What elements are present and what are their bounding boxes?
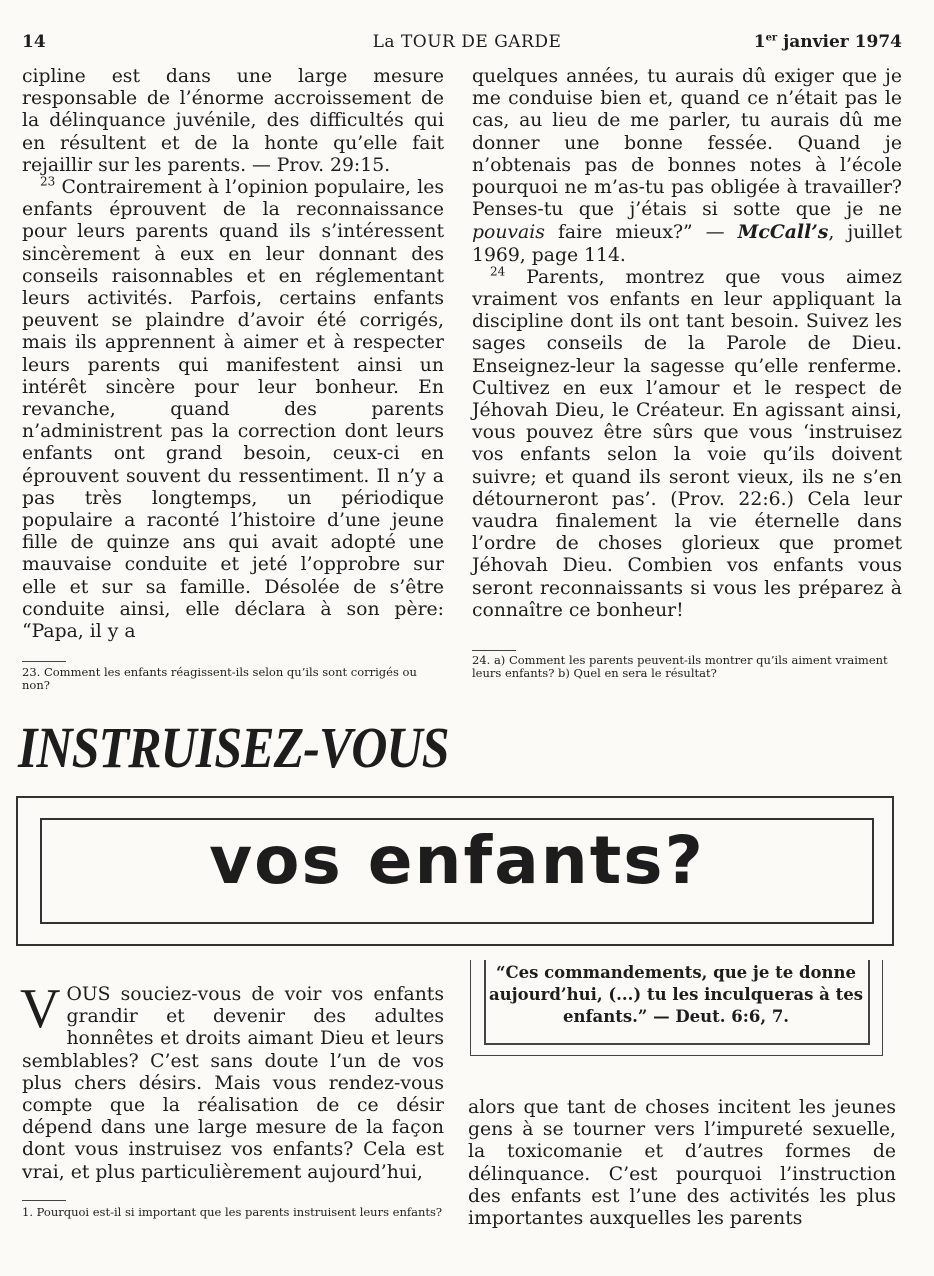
page-number: 14 <box>22 32 46 52</box>
footnote-rule <box>22 661 66 662</box>
article-title: INSTRUISEZ-VOUS <box>18 715 449 780</box>
paragraph-number: 24 <box>490 264 506 279</box>
column-right <box>472 66 902 622</box>
article-continuation: alors que tant de choses incitent les jeunes gens à se tourner vers l’impureté sexuelle, la toxicomanie et d’autres formes de délinquance. C’est pourquoi l’instruction des enfants est l’une des activités les plus importantes auxquelles les parents <box>468 1097 896 1230</box>
footnote-24: 24. a) Comment les parents peuvent-ils montrer qu’ils aiment vraiment leurs enfants? b) Quel en sera le résultat? <box>472 653 888 680</box>
scripture-quote: “Ces commandements, que je te donne aujourd’hui, (...) tu les inculqueras à tes enfants.” — Deut. 6:6, 7. <box>488 963 863 1026</box>
issue-date: 1er janvier 1974 <box>753 32 902 52</box>
paragraph-22-end: cipline est dans une large mesure responsable de l’énorme accroissement de la délinquance juvénile, des difficultés qui en résultent et de la honte qu’elle fait rejaillir sur les parents. — Prov. 29:15. <box>22 66 444 176</box>
drop-cap: V <box>20 978 61 1040</box>
quote-rule-left-outer <box>470 960 471 1056</box>
footnote-rule <box>22 1200 66 1201</box>
article-subtitle: vos enfants? <box>209 822 705 899</box>
quote-rule-bottom-inner <box>484 1043 870 1045</box>
footnote-23: 23. Comment les enfants réagissent-ils selon qu’ils sont corrigés ou non? <box>22 665 417 692</box>
paragraph-24: $^{24}$ Parents, montrez que vous aimez vraiment vos enfants en leur appliquant la discipline dont ils ont tant besoin. Suivez les sages conseils de la Parole de Dieu. Enseignez-leur la sagesse qu’elle renferme. Cultivez en eux l’amour et le respect de Jéhovah Dieu, le Créateur. En agissant ainsi, vous pouvez être sûrs que vous ‘instruisez vos enfants selon la voie qu’ils doivent suivre; et quand ils seront vieux, ils ne s’en détourneront pas’. (Prov. 22:6.) Cela leur vaudra finalement la vie éternelle dans l’ordre de choses glorieux que promet Jéhovah Dieu. Combien vos enfants vous seront reconnaissants si vous les préparez à connaître ce bonheur! <box>472 264 902 621</box>
column-left <box>22 66 444 643</box>
quote-rule-right-outer <box>882 960 883 1056</box>
paragraph-23-end: quelques années, tu aurais dû exiger que je me conduise bien et, quand ce n’était pas le cas, au lieu de me parler, tu aurais dû me donner une bonne fessée. Quand je n’obtenais pas de bonnes notes à l’école pourquoi ne m’as-tu pas obligée à travailler? Penses-tu que j’étais si sotte que je ne pouvais faire mieux?” — McCall’s, juillet 1969, page 114. <box>472 66 902 266</box>
quote-rule-right-inner <box>868 960 870 1044</box>
footnote-1: 1. Pourquoi est-il si important que les parents instruisent leurs enfants? <box>22 1205 443 1219</box>
article-intro: VOUS souciez-vous de voir vos enfants grandir et devenir des adultes honnêtes et droits aimant Dieu et leurs semblables? C’est sans doute l’un de vos plus chers désirs. Mais vous rendez-vous compte que la réalisation de ce désir dépend dans une large mesure de la façon dont vous instruisez vos enfants? Cela est vrai, et plus particulièrement aujourd’hui, <box>20 978 444 1183</box>
source-citation: McCall’s <box>737 221 829 244</box>
paragraph-23: $^{23}$ Contrairement à l’opinion populaire, les enfants éprouvent de la reconnaissance pour leurs parents quand ils s’intéressent sincèrement à eux en leur donnant des conseils raisonnables et en réglementant leurs activités. Parfois, certains enfants peuvent se plaindre d’avoir été corrigés, mais ils apprennent à aimer et à respecter leurs parents qui manifestent ainsi un intérêt sincère pour leur bonheur. En revanche, quand des parents n’administrent pas la correction dont leurs enfants ont grand besoin, ceux-ci en éprouvent souvent du ressentiment. Il n’y a pas très longtemps, un périodique populaire a raconté l’histoire d’une jeune fille de quinze ans qui avait adopté une mauvaise conduite et jeté l’opprobre sur elle et sur sa famille. Désolée de s’être conduite ainsi, elle déclara à son père: “Papa, il y a <box>22 174 444 643</box>
footnote-rule <box>472 650 516 651</box>
quote-rule-bottom-outer <box>470 1055 883 1056</box>
paragraph-number: 23 <box>40 174 56 189</box>
running-title: La TOUR DE GARDE <box>372 32 562 52</box>
